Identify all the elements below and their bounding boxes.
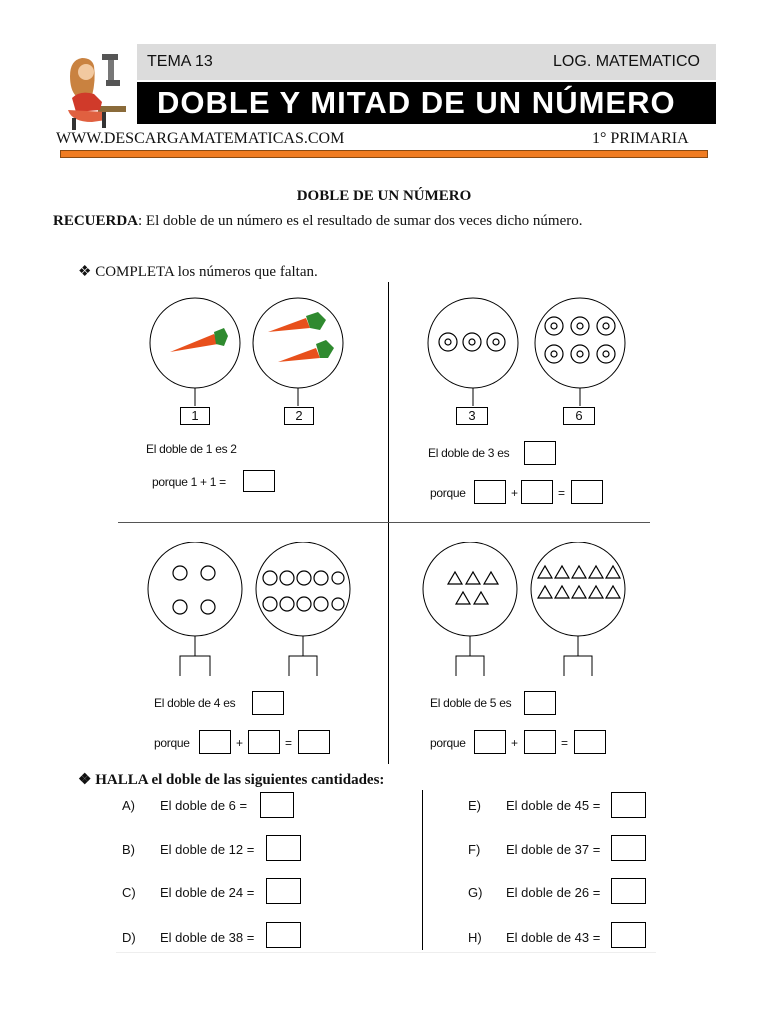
q1-number-box-2: 2 xyxy=(284,407,314,425)
q3-addend-box-1[interactable] xyxy=(199,730,231,754)
item-letter: G) xyxy=(468,885,483,900)
q2-answer-box[interactable] xyxy=(524,441,556,465)
q2-porque: porque xyxy=(430,486,466,500)
q2-line1: El doble de 3 es xyxy=(428,446,510,460)
item-text: El doble de 38 = xyxy=(160,930,255,945)
orange-divider xyxy=(60,150,708,158)
q1-line1: El doble de 1 es 2 xyxy=(146,442,237,456)
item-text: El doble de 43 = xyxy=(506,930,601,945)
q2-addend-box-2[interactable] xyxy=(521,480,553,504)
title-bar xyxy=(137,82,716,124)
q2-result-box[interactable] xyxy=(571,480,603,504)
item-letter: A) xyxy=(122,798,135,813)
vertical-divider xyxy=(388,282,389,764)
scientist-logo-icon xyxy=(62,50,132,130)
item-text: El doble de 6 = xyxy=(160,798,248,813)
q3-answer-box[interactable] xyxy=(252,691,284,715)
grade-label: 1° PRIMARIA xyxy=(592,130,689,147)
recuerda-text xyxy=(53,213,582,230)
answer-box-g[interactable] xyxy=(611,878,646,904)
q4-equals: = xyxy=(561,736,568,750)
q4-porque: porque xyxy=(430,736,466,750)
q4-answer-box[interactable] xyxy=(524,691,556,715)
item-text: El doble de 37 = xyxy=(506,842,601,857)
q1-line2: porque 1 + 1 = xyxy=(152,475,226,489)
answer-box-h[interactable] xyxy=(611,922,646,948)
q3-addend-box-2[interactable] xyxy=(248,730,280,754)
item-text: El doble de 45 = xyxy=(506,798,601,813)
q4-line1: El doble de 5 es xyxy=(430,696,512,710)
item-letter: H) xyxy=(468,930,482,945)
q3-porque: porque xyxy=(154,736,190,750)
exercise2-bottom-line xyxy=(116,952,656,953)
q3-line1: El doble de 4 es xyxy=(154,696,236,710)
answer-box-e[interactable] xyxy=(611,792,646,818)
subject-label: LOG. MATEMATICO xyxy=(553,53,700,70)
exercise1-instruction xyxy=(78,262,318,281)
q2-plus: + xyxy=(511,486,518,500)
item-letter: C) xyxy=(122,885,136,900)
page-title: DOBLE Y MITAD DE UN NÚMERO xyxy=(157,85,676,120)
exercise2-instruction-text: HALLA el doble de las siguientes cantidades: xyxy=(95,772,385,788)
q2-number-box-2: 6 xyxy=(563,407,595,425)
q3-plus: + xyxy=(236,736,243,750)
exercise2-instruction xyxy=(78,770,384,789)
item-letter: E) xyxy=(468,798,481,813)
q4-result-box[interactable] xyxy=(574,730,606,754)
item-letter: F) xyxy=(468,842,481,857)
item-text: El doble de 24 = xyxy=(160,885,255,900)
q1-answer-box[interactable] xyxy=(243,470,275,492)
recuerda-label: RECUERDA xyxy=(53,213,139,229)
q2-illustration xyxy=(418,296,638,432)
q2-number-box-1: 3 xyxy=(456,407,488,425)
q1-number-box-1: 1 xyxy=(180,407,210,425)
section-title: DOBLE DE UN NÚMERO xyxy=(296,188,472,204)
exercise1-instruction-text: COMPLETA los números que faltan. xyxy=(95,264,318,280)
q3-illustration xyxy=(140,542,360,682)
q4-plus: + xyxy=(511,736,518,750)
q4-illustration xyxy=(418,542,640,682)
header-bar xyxy=(137,44,716,80)
bullet-icon: ❖ xyxy=(78,772,92,788)
horizontal-divider xyxy=(118,522,650,523)
q2-addend-box-1[interactable] xyxy=(474,480,506,504)
q4-addend-box-1[interactable] xyxy=(474,730,506,754)
answer-box-b[interactable] xyxy=(266,835,301,861)
item-text: El doble de 12 = xyxy=(160,842,255,857)
q1-illustration xyxy=(140,296,350,432)
item-letter: B) xyxy=(122,842,135,857)
answer-box-a[interactable] xyxy=(260,792,294,818)
q4-addend-box-2[interactable] xyxy=(524,730,556,754)
answer-box-f[interactable] xyxy=(611,835,646,861)
q2-equals: = xyxy=(558,486,565,500)
website-label: WWW.DESCARGAMATEMATICAS.COM xyxy=(56,130,345,147)
answer-box-d[interactable] xyxy=(266,922,301,948)
bullet-icon: ❖ xyxy=(78,264,92,280)
item-text: El doble de 26 = xyxy=(506,885,601,900)
recuerda-body: : El doble de un número es el resultado de sumar dos veces dicho número. xyxy=(138,213,583,229)
topic-label: TEMA 13 xyxy=(147,53,213,70)
answer-box-c[interactable] xyxy=(266,878,301,904)
q3-result-box[interactable] xyxy=(298,730,330,754)
exercise2-divider xyxy=(422,790,423,950)
q3-equals: = xyxy=(285,736,292,750)
item-letter: D) xyxy=(122,930,136,945)
